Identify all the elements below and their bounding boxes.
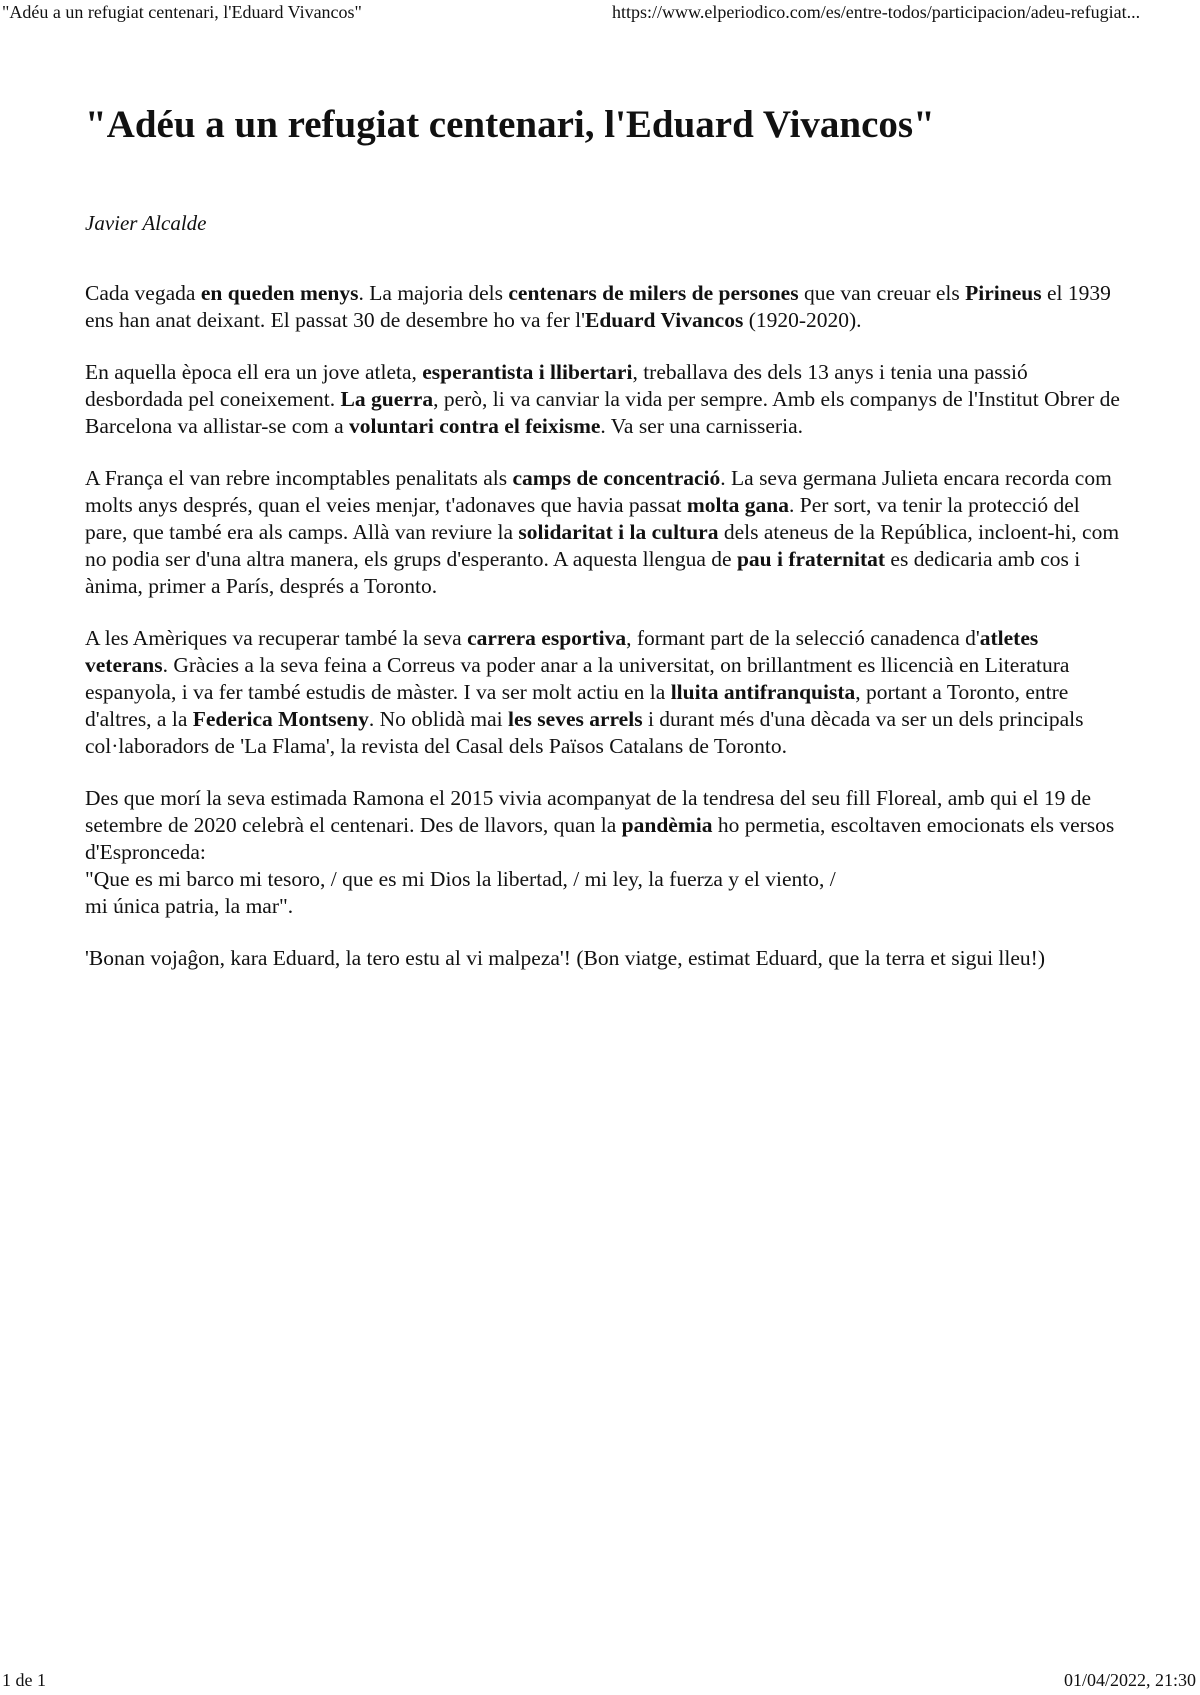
article-title: "Adéu a un refugiat centenari, l'Eduard Vivancos" (85, 103, 935, 146)
paragraph-3 (85, 465, 1125, 600)
article-body (85, 280, 1125, 972)
text-segment: (1920-2020). (743, 307, 862, 332)
text-segment: . Gràcies a la seva feina a Correus va poder anar a la universitat, on brillantment es llicencià en Literatura espanyola, i va fer també estudis de màster. I va ser molt actiu en la (85, 652, 1070, 704)
bold-segment: Federica Montseny (192, 706, 369, 731)
bold-segment: pandèmia (621, 812, 713, 837)
text-segment: , treballava des dels 13 anys i tenia una passió desbordada pel coneixement. (85, 359, 1028, 411)
verse-line: "Que es mi barco mi tesoro, / que es mi Dios la libertad, / mi ley, la fuerza y el viento, / (85, 866, 836, 891)
text-segment: . No oblidà mai (368, 706, 509, 731)
text-segment: 'Bonan vojaĝon, kara Eduard, la tero estu al vi malpeza'! (Bon viatge, estimat Eduard, que la terra et sigui lleu!) (85, 945, 1045, 970)
bold-segment: voluntari contra el feixisme (349, 413, 601, 438)
text-segment: que van creuar els (798, 280, 966, 305)
bold-segment: molta gana (686, 492, 789, 517)
bold-segment: La guerra (340, 386, 434, 411)
header-url[interactable]: https://www.elperiodico.com/es/entre-todos/participacion/adeu-refugiat... (612, 2, 1141, 22)
paragraph-4 (85, 625, 1125, 760)
text-segment: . La seva germana Julieta encara recorda com molts anys després, quan el veies menjar, t'adonaves que havia passat (85, 465, 1112, 517)
text-segment: Cada vegada (85, 280, 201, 305)
bold-segment: esperantista i llibertari (422, 359, 633, 384)
paragraph-2 (85, 359, 1125, 440)
text-segment: , portant a Toronto, entre d'altres, a la (85, 679, 1069, 731)
text-segment: . Va ser una carnisseria. (600, 413, 803, 438)
bold-segment: camps de concentració (512, 465, 721, 490)
paragraph-5 (85, 785, 1125, 920)
footer-datetime: 01/04/2022, 21:30 (1063, 1670, 1196, 1690)
article-author: Javier Alcalde (85, 210, 207, 235)
paragraph-6 (85, 945, 1125, 972)
header-document-title: "Adéu a un refugiat centenari, l'Eduard Vivancos" (2, 2, 362, 22)
text-segment: . Per sort, va tenir la protecció del pare, que també era als camps. Allà van reviure la (85, 492, 1080, 544)
bold-segment: lluita antifranquista (670, 679, 856, 704)
text-segment: A França el van rebre incomptables penalitats als (85, 465, 513, 490)
bold-segment: les seves arrels (508, 706, 643, 731)
text-segment: , formant part de la selecció canadenca d' (626, 625, 980, 650)
bold-segment: carrera esportiva (467, 625, 627, 650)
text-segment: Des que morí la seva estimada Ramona el 2015 vivia acompanyat de la tendresa del seu fill Floreal, amb qui el 19 de setembre de 2020 celebrà el centenari. Des de llavors, quan la (85, 785, 1092, 837)
text-segment: el 1939 ens han anat deixant. El passat 30 de desembre ho va fer l' (85, 280, 1111, 332)
text-segment: ho permetia, escoltaven emocionats els versos d'Espronceda: (85, 812, 1115, 864)
bold-segment: solidaritat i la cultura (518, 519, 719, 544)
bold-segment: atletes veterans (85, 625, 1039, 677)
text-segment: i durant més d'una dècada va ser un dels principals col·laboradors de 'La Flama', la revista del Casal dels Països Catalans de Toronto. (85, 706, 1084, 758)
footer-page-number: 1 de 1 (2, 1670, 46, 1690)
bold-segment: Eduard Vivancos (585, 307, 744, 332)
text-segment: . La majoria dels (358, 280, 509, 305)
bold-segment: centenars de milers de persones (508, 280, 799, 305)
bold-segment: pau i fraternitat (736, 546, 886, 571)
text-segment: es dedicaria amb cos i ànima, primer a París, després a Toronto. (85, 546, 1081, 598)
text-segment: A les Amèriques va recuperar també la seva (85, 625, 468, 650)
bold-segment: Pirineus (965, 280, 1042, 305)
bold-segment: en queden menys (200, 280, 359, 305)
text-segment: , però, li va canviar la vida per sempre. Amb els companys de l'Institut Obrer de Barcelona va allistar-se com a (85, 386, 1120, 438)
text-segment: dels ateneus de la República, incloent-hi, com no podia ser d'una altra manera, els grups d'esperanto. A aquesta llengua de (85, 519, 1120, 571)
paragraph-1 (85, 280, 1125, 334)
verse-line: mi única patria, la mar". (85, 893, 294, 918)
text-segment: En aquella època ell era un jove atleta, (85, 359, 423, 384)
article (85, 100, 1125, 997)
